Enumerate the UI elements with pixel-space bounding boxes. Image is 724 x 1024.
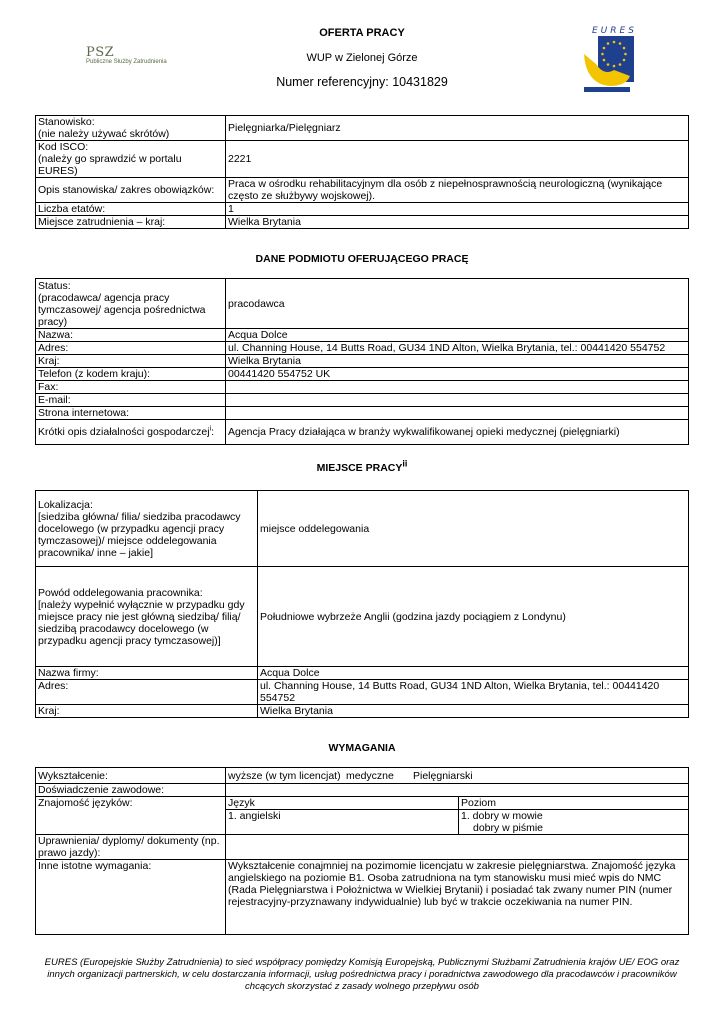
requirements-table	[35, 767, 689, 935]
psz-logo-title: PSZ	[86, 45, 115, 60]
table-row	[36, 407, 689, 420]
workplace-section-title-wrap	[0, 458, 724, 474]
employer-name-label: Nazwa:	[36, 329, 226, 342]
table-row	[36, 203, 689, 216]
table-row	[36, 491, 689, 567]
language-1-level-speaking: 1. dobry w mowie	[461, 810, 543, 822]
business-description-label-cell	[36, 420, 226, 445]
language-1-level-writing: dobry w piśmie	[473, 822, 544, 834]
country-value: Wielka Brytania	[226, 216, 689, 229]
other-requirements-value: Wykształcenie conajmniej na pozimomie licencjatu w zakresie pielęgniarstwa. Znajomość języka angielskiego na poziomie B1. Osoba zatrudniona na tym stanowisku musi mieć wpis do NMC (Rada Pielęgniarstwa i Położnictwa w Wielkiej Brytanii) i posiadać tak zwany numer PIN (numer rejestracyjny-przyznawany indywidualnie) lub być w trakcie oczekiwania na numer PIN.	[226, 860, 689, 935]
table-row	[36, 216, 689, 229]
languages-label: Znajomość języków:	[36, 797, 226, 835]
education-specialty: Pielęgniarski	[413, 769, 473, 782]
position-table	[35, 115, 689, 229]
table-row	[36, 279, 689, 329]
position-value: Pielęgniarka/Pielęgniarz	[226, 116, 689, 141]
position-label: Stanowisko: (nie należy używać skrótów)	[36, 116, 226, 141]
table-row	[36, 381, 689, 394]
positions-count-label: Liczba etatów:	[36, 203, 226, 216]
description-value: Praca w ośrodku rehabilitacyjnym dla osób z niepełnosprawnością neurologiczną (wynikające często ze służbywy wojskowej).	[226, 178, 689, 203]
isco-label: Kod ISCO: (należy go sprawdzić w portalu EURES)	[36, 141, 226, 178]
table-row	[36, 667, 689, 680]
workplace-country-label: Kraj:	[36, 705, 258, 718]
table-row	[36, 329, 689, 342]
phone-value: 00441420 554752 UK	[226, 368, 689, 381]
document-title: OFERTA PRACY	[319, 27, 405, 39]
positions-count-value: 1	[226, 203, 689, 216]
language-column-header: Język	[226, 797, 459, 810]
table-row	[36, 394, 689, 407]
level-column-header: Poziom	[459, 797, 689, 810]
reference-number: Numer referencyjny: 10431829	[276, 75, 448, 89]
business-description-label: Krótki opis działalności gospodarczej	[38, 426, 210, 438]
table-row	[36, 680, 689, 705]
company-name-value: Acqua Dolce	[258, 667, 689, 680]
label-colon: :	[211, 426, 215, 438]
education-value	[226, 768, 689, 784]
education-field: medyczne	[346, 769, 394, 782]
status-value: pracodawca	[226, 279, 689, 329]
workplace-table	[35, 490, 689, 718]
table-row	[36, 567, 689, 667]
eures-logo-icon	[580, 24, 640, 94]
employer-address-value: ul. Channing House, 14 Butts Road, GU34 1ND Alton, Wielka Brytania, tel.: 00441420 554752	[226, 342, 689, 355]
isco-value: 2221	[226, 141, 689, 178]
table-row	[36, 860, 689, 935]
requirements-section-title: WYMAGANIA	[328, 742, 396, 754]
fax-label: Fax:	[36, 381, 226, 394]
employer-address-label: Adres:	[36, 342, 226, 355]
workplace-country-value: Wielka Brytania	[258, 705, 689, 718]
location-label: Lokalizacja: [siedziba główna/ filia/ siedziba pracodawcy docelowego (w przypadku agencji pracy tymczasowej)/ miejsce oddelegowania pracownika/ inne – jakie]	[36, 491, 258, 567]
psz-logo-subtitle: Publiczne Służby Zatrudnienia	[86, 59, 167, 65]
phone-label: Telefon (z kodem kraju):	[36, 368, 226, 381]
employer-table	[35, 278, 689, 445]
table-row	[36, 797, 689, 810]
language-1-level	[459, 810, 689, 835]
employer-name-value: Acqua Dolce	[226, 329, 689, 342]
website-label: Strona internetowa:	[36, 407, 226, 420]
footer-note: EURES (Europejskie Służby Zatrudnienia) to sieć współpracy pomiędzy Komisją Europejską, Publicznymi Służbami Zatrudnienia krajów UE/ EOG oraz innych organizacji partnerskich, w celu dostarczania informacji, usług pośrednictwa pracy i poradnictwa zawodowego dla pracodawców i pracowników chcących skorzystać z zasady wolnego przepływu osób	[44, 957, 680, 992]
table-row	[36, 342, 689, 355]
experience-label: Doświadczenie zawodowe:	[36, 784, 226, 797]
employer-country-value: Wielka Brytania	[226, 355, 689, 368]
table-row	[36, 355, 689, 368]
posting-reason-value: Południowe wybrzeże Anglii (godzina jazdy pociągiem z Londynu)	[258, 567, 689, 667]
table-row	[36, 835, 689, 860]
table-row	[36, 178, 689, 203]
office-name: WUP w Zielonej Górze	[306, 52, 418, 64]
employer-country-label: Kraj:	[36, 355, 226, 368]
table-row	[36, 705, 689, 718]
language-1: 1. angielski	[226, 810, 459, 835]
company-address-label: Adres:	[36, 680, 258, 705]
posting-reason-label: Powód oddelegowania pracownika: [należy wypełnić wyłącznie w przypadku gdy miejsce pracy nie jest główną siedzibą/ filią/ siedzibą pracodawcy docelowego (w przypadku agencji pracy tymczasowej)]	[36, 567, 258, 667]
table-row	[36, 768, 689, 784]
licenses-value	[226, 835, 689, 860]
table-row	[36, 368, 689, 381]
education-level: wyższe (w tym licencjat)	[228, 769, 341, 782]
table-row	[36, 420, 689, 445]
website-value	[226, 407, 689, 420]
email-value	[226, 394, 689, 407]
workplace-section-title: MIEJSCE PRACY	[316, 462, 403, 474]
footnote-marker: i	[209, 425, 212, 433]
fax-value	[226, 381, 689, 394]
description-label: Opis stanowiska/ zakres obowiązków:	[36, 178, 226, 203]
location-value: miejsce oddelegowania	[258, 491, 689, 567]
business-description-value: Agencja Pracy działająca w branży wykwalifikowanej opieki medycznej (pielęgniarki)	[226, 420, 689, 445]
company-name-label: Nazwa firmy:	[36, 667, 258, 680]
education-label: Wykształcenie:	[36, 768, 226, 784]
email-label: E-mail:	[36, 394, 226, 407]
other-requirements-label: Inne istotne wymagania:	[36, 860, 226, 935]
psz-logo	[86, 46, 186, 70]
licenses-label: Uprawnienia/ dyplomy/ dokumenty (np. prawo jazdy):	[36, 835, 226, 860]
company-address-value: ul. Channing House, 14 Butts Road, GU34 1ND Alton, Wielka Brytania, tel.: 00441420 554752	[258, 680, 689, 705]
eures-logo	[580, 24, 640, 94]
employer-section-title: DANE PODMIOTU OFERUJĄCEGO PRACĘ	[255, 253, 469, 265]
table-row	[36, 784, 689, 797]
table-row	[36, 141, 689, 178]
eures-logo-text: EURES	[592, 26, 637, 36]
country-label: Miejsce zatrudnienia – kraj:	[36, 216, 226, 229]
experience-value	[226, 784, 689, 797]
footnote-marker: ii	[402, 458, 408, 469]
status-label: Status: (pracodawca/ agencja pracy tymczasowej/ agencja pośrednictwa pracy)	[36, 279, 226, 329]
table-row	[36, 116, 689, 141]
